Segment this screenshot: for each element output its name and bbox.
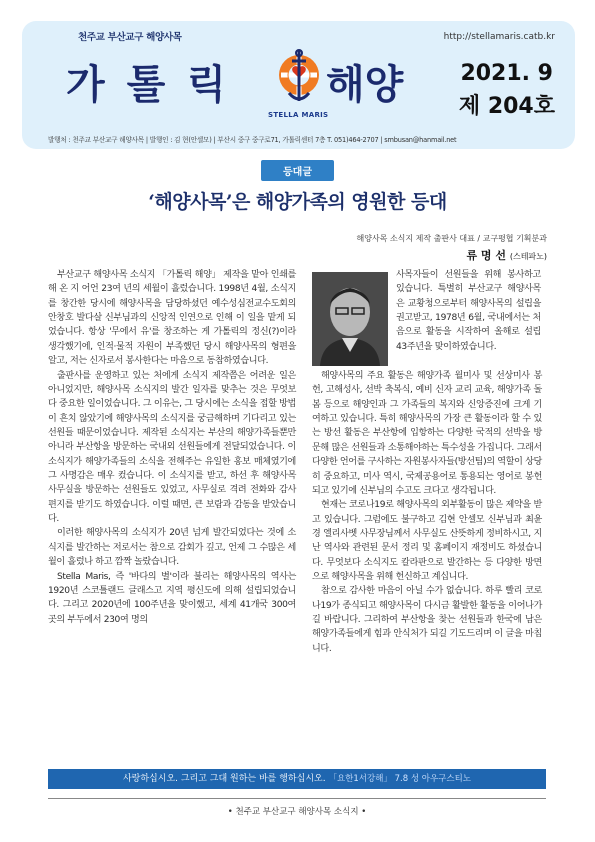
author-name — [356, 247, 547, 263]
masthead — [22, 21, 575, 149]
quote-reference: 「요한1서강해」 7.8 성 아우구스티노 — [328, 774, 472, 784]
author-role: 해양사목 소식지 제작 출판사 대표 / 교구평협 기획분과 — [356, 234, 547, 243]
quote-text: 사랑하십시오. 그리고 그대 원하는 바를 행하십시오. — [122, 774, 326, 784]
author-photo — [312, 272, 388, 366]
org-name: 천주교 부산교구 해양사목 — [78, 32, 182, 43]
paragraph: 참으로 감사한 마음이 아닐 수가 없습니다. 하루 빨리 코로나19가 종식되고 해양사목이 다시금 활발한 활동을 이어나가길 바랍니다. 그리하여 부산항을 찾는 선원들과 한국에 남은 해양가족들에게 힘과 안식처가 되길 기도드리며 이 글을 마칩니다. — [312, 586, 542, 654]
quote-bar — [48, 769, 546, 789]
title-part2: 해양 — [326, 62, 404, 108]
author-name-text: 류 명 선 — [466, 249, 506, 262]
issue-number: 제 204호 — [458, 94, 555, 119]
website-url[interactable]: http://stellamaris.catb.kr — [443, 32, 555, 42]
author-baptismal-name: (스테파노) — [509, 252, 547, 261]
category-badge: 등대글 — [261, 160, 334, 181]
paragraph: 부산교구 해양사목 소식지 「가톨릭 해양」 제작을 맡아 인쇄를 해 온 지 어언 23여 년의 세월이 흘렀습니다. 1998년 4월, 소식지를 창간한 당시에 해양사목을 담당하셨던 예수성심전교수도회의 안창호 발다살 신부님과의 신앙적 인연으로 인해 이 일을 맡게 되었습니다. 항상 '무에서 유'를 창조하는 게 가톨릭의 정신(?)이라 생각했기에, 인적·물적 자원이 부족했던 당시 해양사목의 형편을 알고, 저는 신자로서 봉사한다는 마음으로 동참하였습니다. — [48, 270, 296, 367]
footer: • 천주교 부산교구 해양사목 소식지 • — [48, 798, 546, 817]
anchor-lifebuoy-logo-icon — [272, 49, 326, 109]
category-label — [0, 160, 595, 181]
publisher-line: 발행처 : 천주교 부산교구 해양사목 | 발행인 : 김 현(안셀모) | 부산시 중구 중구로71, 가톨릭센터 7층 T. 051)464-2707 | smbusan@hanmail.net — [48, 136, 457, 144]
author-portrait-icon — [312, 272, 388, 366]
article-column-right — [312, 369, 542, 656]
title-part1: 가톨릭 — [66, 62, 248, 108]
paragraph: 현재는 코로나19로 해양사목의 외부활동이 많은 제약을 받고 있습니다. 그럼에도 불구하고 김현 안셀모 신부님과 최윤경 엘리사벳 사무장님께서 사무실도 산뜻하게 정비하시고, 지난 역사와 관련된 문서 정리 및 홈페이지 재정비도 하셨습니다. 무엇보다 소식지도 칼라판으로 발간하는 등 다양한 방면으로 해양사목을 위해 헌신하고 계십니다. — [312, 500, 542, 583]
article-column-right-top: 사목자들이 선원들을 위해 봉사하고 있습니다. 특별히 부산교구 해양사목은 교황청으로부터 해양사목의 설립을 권고받고, 1978년 6월, 국내에서는 처음으로 활동을 시작하여 올해로 설립 43주년을 맞이하였습니다. — [396, 270, 541, 352]
paragraph: Stella Maris, 즉 '바다의 별'이라 불리는 해양사목의 역사는 1920년 스코틀랜드 글래스고 지역 평신도에 의해 설립되었습니다. 그리고 2020년에 100주년을 맞이했고, 세계 41개국 300여 곳의 부두에서 230여 명의 — [48, 571, 296, 625]
issue-date: 2021. 9 — [460, 61, 553, 86]
paragraph: 출판사를 운영하고 있는 처에게 소식지 제작쯤은 어려운 일은 아니었지만, 해양사목 소식지의 발간 일자를 맞추는 것은 무엇보다 중요한 일이었습니다. 그 이유는, 그 당시에는 소식을 접할 방법이 흔치 않았기에 해양사목의 소식지를 궁금해하며 기다리고 있는 선원들 때문이었습니다. 제작된 소식지는 부산의 해양가족들뿐만 아니라 부산항을 방문하는 국내외 선원들에게 전달되었습니다. 이 소식지가 해양가족들의 소식을 전해주는 유일한 홍보 매체였기에 그 사명감은 매우 컸습니다. 이 소식지를 받고, 하선 후 해양사목 사무실을 방문하는 선원들도 있었고, 사무실로 격려 전화와 감사 편지를 받기도 하였습니다. 이럴 때면, 큰 보람과 감동을 받았습니다. — [48, 370, 296, 525]
article-headline: ‘해양사목’은 해양가족의 영원한 등대 — [148, 191, 447, 213]
paragraph: 이러한 해양사목의 소식지가 20년 넘게 발간되었다는 것에 소식지를 발간하는 저로서는 참으로 감회가 깊고, 언제 그 수많은 세월이 흘렀나 하고 깜짝 놀랐습니다. — [48, 528, 296, 568]
byline — [356, 233, 547, 263]
article-column-left — [48, 268, 296, 627]
paragraph: 해양사목의 주요 활동은 해양가족 월미사 및 선상미사 봉헌, 고해성사, 선박 축복식, 예비 신자 교리 교육, 해양가족 돌봄 등으로 해양인과 그 가족들의 복지와 신앙증진에 크게 기여하고 있습니다. 특히 해양사목의 가장 큰 활동이라 할 수 있는 방선 활동은 부산항에 입항하는 다양한 국적의 선박을 방문해 많은 선원들과 소통해야하는 특수성을 가집니다. 그래서 다양한 언어를 구사하는 자원봉사자들(방선팀)의 역할이 상당히 중요하고, 미사 역시, 국제공용어로 통용되는 영어로 봉헌되고 있기에 신부님의 수고도 크다고 생각됩니다. — [312, 371, 542, 496]
logo-text: STELLA MARIS — [268, 111, 329, 119]
